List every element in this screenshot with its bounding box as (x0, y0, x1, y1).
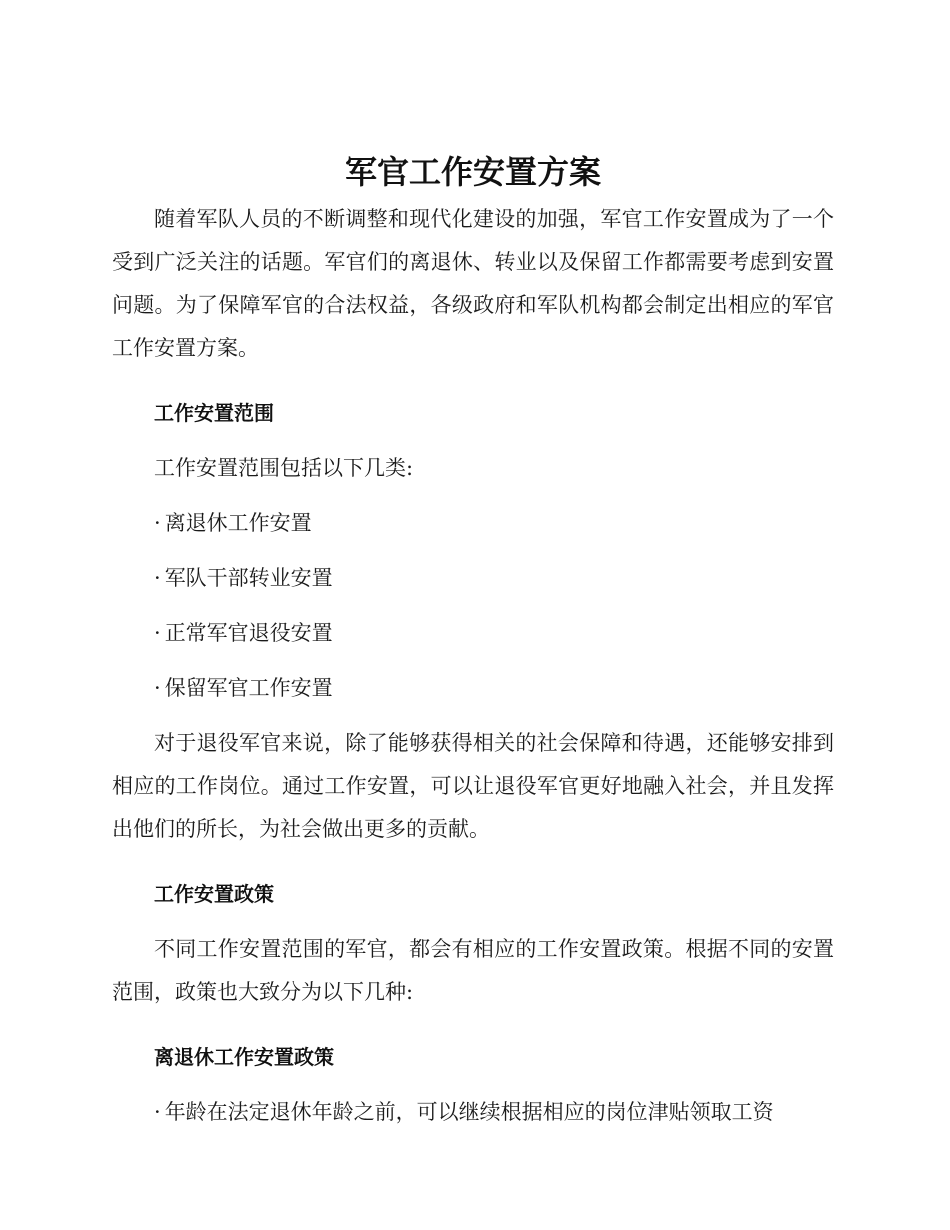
list-item (112, 502, 834, 545)
list-item (112, 1091, 834, 1134)
list-item-text: 离退休工作安置 (164, 511, 312, 535)
list-item (112, 667, 834, 710)
policy-lead-paragraph: 不同工作安置范围的军官，都会有相应的工作安置政策。根据不同的安置范围，政策也大致分为以下几种: (112, 937, 834, 1004)
list-item-text: 正常军官退役安置 (164, 621, 333, 645)
intro-paragraph: 随着军队人员的不断调整和现代化建设的加强，军官工作安置成为了一个受到广泛关注的话题。军官们的离退休、转业以及保留工作都需要考虑到安置问题。为了保障军官的合法权益，各级政府和军队机构都会制定出相应的军官工作安置方案。 (112, 207, 834, 360)
page-title: 军官工作安置方案 (344, 153, 601, 191)
bullet-icon: · (154, 676, 161, 700)
list-item (112, 612, 834, 655)
bullet-icon: · (154, 511, 161, 535)
scope-closing-paragraph: 对于退役军官来说，除了能够获得相关的社会保障和待遇，还能够安排到相应的工作岗位。通过工作安置，可以让退役军官更好地融入社会，并且发挥出他们的所长，为社会做出更多的贡献。 (112, 731, 834, 841)
bullet-icon: · (154, 621, 161, 645)
bullet-icon: · (154, 566, 161, 590)
document-page (112, 150, 834, 1134)
scope-lead-text: 工作安置范围包括以下几类: (154, 456, 414, 480)
bullet-icon: · (154, 1100, 161, 1124)
list-item-text: 保留军官工作安置 (164, 676, 333, 700)
list-item-text: 军队干部转业安置 (164, 566, 333, 590)
section-heading-retirement-policy: 离退休工作安置政策 (154, 1045, 334, 1069)
list-item (112, 557, 834, 600)
list-item-text: 年龄在法定退休年龄之前，可以继续根据相应的岗位津贴领取工资 (164, 1100, 774, 1124)
section-heading-scope: 工作安置范围 (154, 401, 274, 425)
section-heading-policy: 工作安置政策 (154, 882, 274, 906)
